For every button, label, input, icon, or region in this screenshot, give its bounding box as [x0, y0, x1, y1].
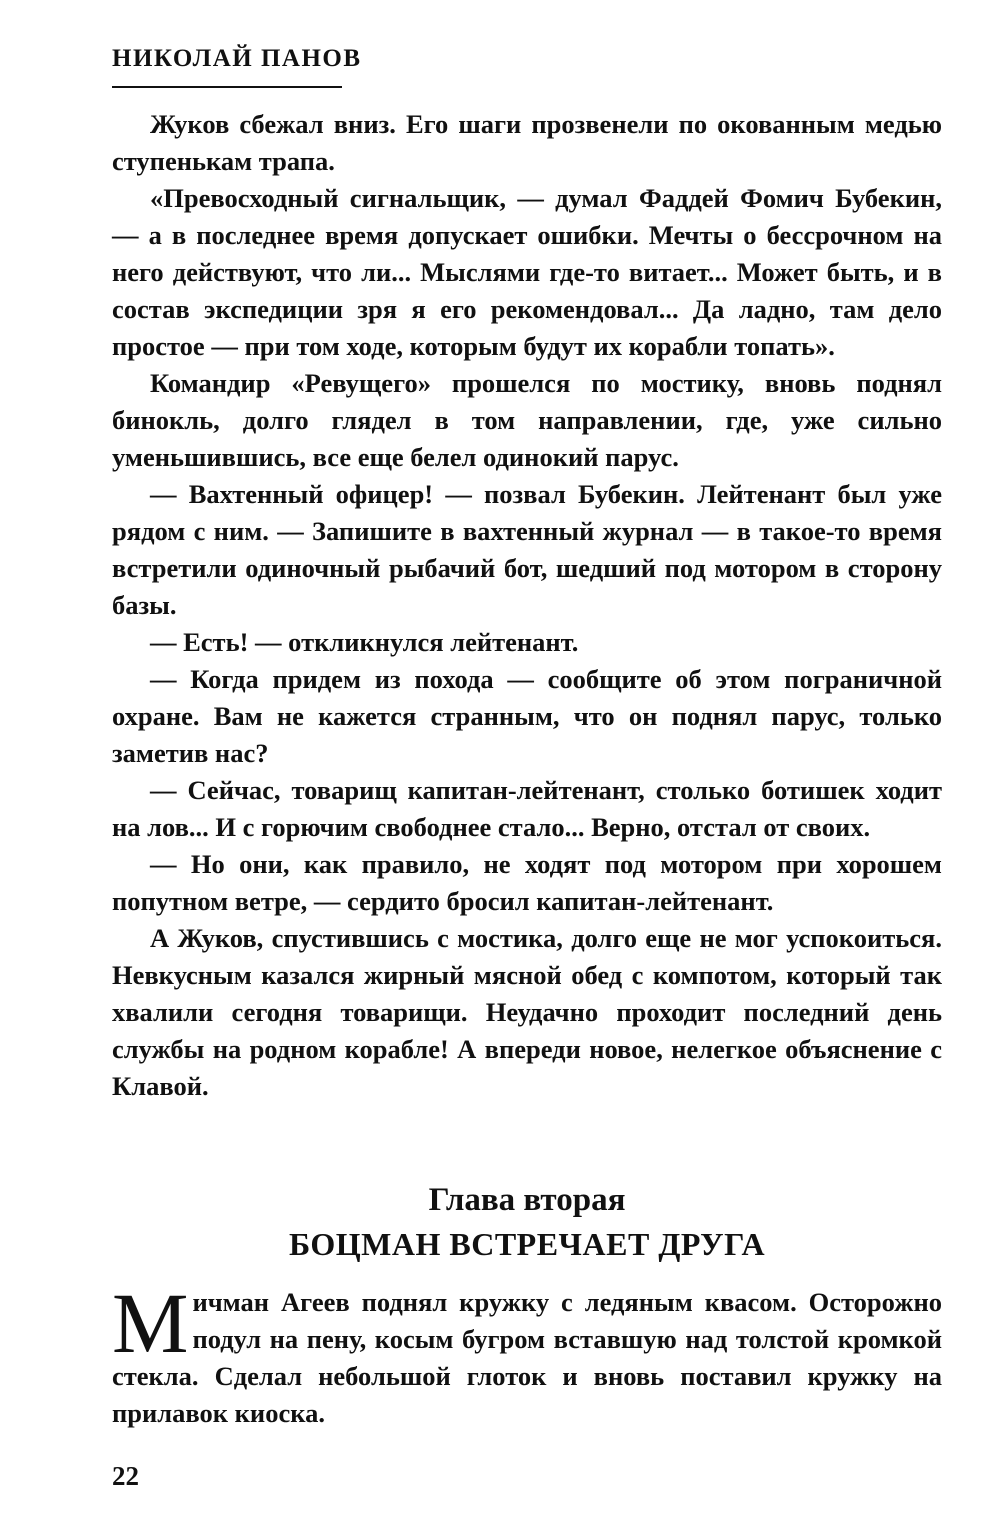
chapter-number: Глава вторая	[428, 1182, 626, 1218]
chapter-first-paragraph	[112, 1275, 942, 1432]
paragraph: — Но они, как правило, не ходят под мотором при хорошем попутном ветре, — сердито бросил капитан-лейтенант.	[112, 849, 942, 916]
body-text	[112, 106, 942, 1105]
paragraph: — Есть! — откликнулся лейтенант.	[150, 627, 579, 657]
header-rule	[112, 86, 342, 88]
chapter-heading	[112, 1178, 942, 1266]
paragraph: Жуков сбежал вниз. Его шаги прозвенели по окованным медью ступенькам трапа.	[112, 109, 942, 176]
chapter-body	[112, 1275, 942, 1432]
chapter-first-paragraph-text: ичман Агеев поднял кружку с ледяным квасом. Осторожно подул на пену, косым бугром вставшую над толстой кромкой стекла. Сделал небольшой глоток и вновь поставил кружку на прилавок киоска.	[112, 1287, 942, 1428]
paragraph: «Превосходный сигнальщик, — думал Фаддей Фомич Бубекин, — а в последнее время допускает ошибки. Мечты о бессрочном на него действуют, что ли... Мыслями где-то витает... Может быть, и в состав экспедиции зря я его рекомендовал... Да ладно, там дело простое — при том ходе, которым будут их корабли топать».	[112, 183, 942, 361]
paragraph: — Сейчас, товарищ капитан-лейтенант, столько ботишек ходит на лов... И с горючим свободнее стало... Верно, отстал от своих.	[112, 775, 942, 842]
chapter-title: БОЦМАН ВСТРЕЧАЕТ ДРУГА	[288, 1226, 766, 1262]
paragraph: А Жуков, спустившись с мостика, долго еще не мог успокоиться. Невкусным казался жирный мясной обед с компотом, который так хвалили сегодня товарищи. Неудачно проходит последний день службы на родном корабле! А впереди новое, нелегкое объяснение с Клавой.	[112, 923, 942, 1101]
paragraph: Командир «Ревущего» прошелся по мостику, вновь поднял бинокль, долго глядел в том направлении, где, уже сильно уменьшившись, все еще белел одинокий парус.	[112, 368, 942, 472]
paragraph: — Вахтенный офицер! — позвал Бубекин. Лейтенант был уже рядом с ним. — Запишите в вахтенный журнал — в такое-то время встретили одиночный рыбачий бот, шедший под мотором в сторону базы.	[112, 479, 942, 620]
paragraph: — Когда придем из похода — сообщите об этом пограничной охране. Вам не кажется странным, что он поднял парус, только заметив нас?	[112, 664, 942, 768]
drop-cap: М	[112, 1275, 189, 1371]
running-head: НИКОЛАЙ ПАНОВ	[112, 45, 362, 72]
page-number: 22	[112, 1461, 139, 1491]
